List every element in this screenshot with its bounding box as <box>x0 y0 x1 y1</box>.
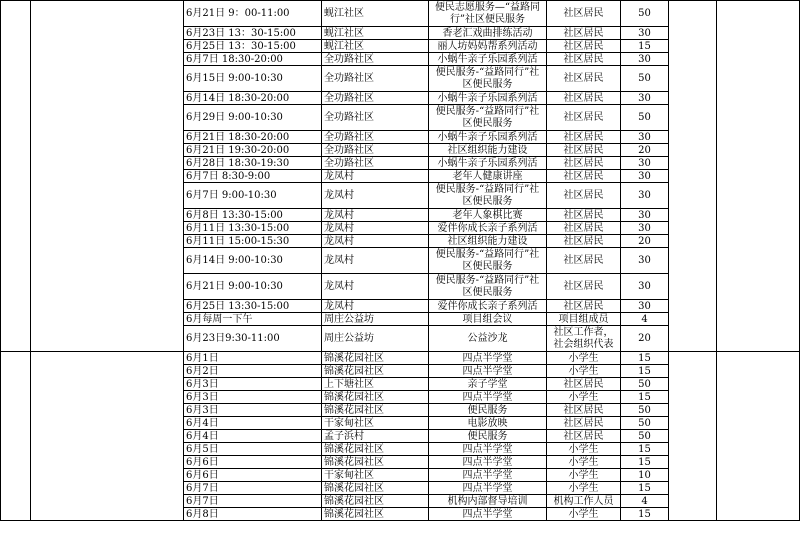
activity-cell: 亲子学堂 <box>429 378 547 391</box>
time-cell: 6月2日 <box>184 365 322 378</box>
target-cell: 社区居民 <box>547 170 621 183</box>
activity-cell: 电影放映 <box>429 417 547 430</box>
count-cell: 15 <box>621 352 669 365</box>
place-cell: 全功路社区 <box>322 53 429 66</box>
activity-cell: 丽人坊妈妈帮系列活动 <box>429 40 547 53</box>
time-cell: 6月6日 <box>184 456 322 469</box>
count-cell: 15 <box>621 456 669 469</box>
target-cell: 社区居民 <box>547 248 621 274</box>
time-cell: 6月7日 8:30-9:00 <box>184 170 322 183</box>
count-cell: 4 <box>621 495 669 508</box>
activity-cell: 四点半学堂 <box>429 469 547 482</box>
activity-cell: 香老汇戏曲排练活动 <box>429 27 547 40</box>
target-cell: 社区居民 <box>547 183 621 209</box>
target-cell: 社区居民 <box>547 404 621 417</box>
target-cell: 社区居民 <box>547 40 621 53</box>
time-cell: 6月4日 <box>184 430 322 443</box>
target-cell: 社区工作者，社会组织代表 <box>547 326 621 352</box>
target-cell: 社区居民 <box>547 27 621 40</box>
count-cell: 15 <box>621 508 669 521</box>
table-row <box>1 1 800 27</box>
count-cell: 20 <box>621 235 669 248</box>
target-cell: 小学生 <box>547 365 621 378</box>
place-cell: 蚬江社区 <box>322 1 429 27</box>
activity-cell: 四点半学堂 <box>429 508 547 521</box>
activity-cell: 四点半学堂 <box>429 456 547 469</box>
time-cell: 6月21日 18:30-20:00 <box>184 131 322 144</box>
time-cell: 6月1日 <box>184 352 322 365</box>
activity-cell: 爱伴你成长亲子系列活 <box>429 222 547 235</box>
count-cell: 30 <box>621 131 669 144</box>
time-cell: 6月7日 18:30-20:00 <box>184 53 322 66</box>
place-cell: 龙凤村 <box>322 300 429 313</box>
count-cell: 15 <box>621 443 669 456</box>
time-cell: 6月3日 <box>184 378 322 391</box>
target-cell: 社区居民 <box>547 92 621 105</box>
activity-cell: 小蜗牛亲子乐园系列活 <box>429 157 547 170</box>
count-cell: 50 <box>621 1 669 27</box>
time-cell: 6月7日 9:00-10:30 <box>184 183 322 209</box>
target-cell: 社区居民 <box>547 66 621 92</box>
place-cell: 锦溪花园社区 <box>322 456 429 469</box>
activity-cell: 老年人健康讲座 <box>429 170 547 183</box>
activity-cell: 便民服务 <box>429 404 547 417</box>
activity-cell: 便民服务-“益路同行”社区便民服务 <box>429 248 547 274</box>
place-cell: 锦溪花园社区 <box>322 495 429 508</box>
count-cell: 50 <box>621 378 669 391</box>
place-cell: 龙凤村 <box>322 235 429 248</box>
count-cell: 50 <box>621 430 669 443</box>
count-cell: 50 <box>621 404 669 417</box>
target-cell: 社区居民 <box>547 222 621 235</box>
time-cell: 6月23日 13：30-15:00 <box>184 27 322 40</box>
target-cell: 社区居民 <box>547 417 621 430</box>
place-cell: 干家甸社区 <box>322 469 429 482</box>
spacer-cell-a <box>31 1 184 352</box>
blank-col-a-group1 <box>669 1 717 352</box>
count-cell: 30 <box>621 274 669 300</box>
place-cell: 龙凤村 <box>322 222 429 235</box>
time-cell: 6月5日 <box>184 443 322 456</box>
place-cell: 全功路社区 <box>322 66 429 92</box>
activity-cell: 四点半学堂 <box>429 443 547 456</box>
activity-cell: 项目组会议 <box>429 313 547 326</box>
time-cell: 6月21日 9:00-10:30 <box>184 274 322 300</box>
count-cell: 15 <box>621 40 669 53</box>
count-cell: 30 <box>621 27 669 40</box>
target-cell: 小学生 <box>547 469 621 482</box>
target-cell: 小学生 <box>547 443 621 456</box>
count-cell: 30 <box>621 170 669 183</box>
activity-cell: 机构内部督导培训 <box>429 495 547 508</box>
count-cell: 50 <box>621 66 669 92</box>
blank-col-b-group2 <box>717 352 800 521</box>
place-cell: 上下塘社区 <box>322 378 429 391</box>
target-cell: 社区居民 <box>547 430 621 443</box>
target-cell: 社区居民 <box>547 1 621 27</box>
target-cell: 社区居民 <box>547 378 621 391</box>
place-cell: 全功路社区 <box>322 131 429 144</box>
time-cell: 6月4日 <box>184 417 322 430</box>
target-cell: 小学生 <box>547 352 621 365</box>
activity-cell: 社区组织能力建设 <box>429 235 547 248</box>
place-cell: 全功路社区 <box>322 105 429 131</box>
place-cell: 锦溪花园社区 <box>322 404 429 417</box>
place-cell: 全功路社区 <box>322 157 429 170</box>
count-cell: 4 <box>621 313 669 326</box>
count-cell: 50 <box>621 417 669 430</box>
place-cell: 蚬江社区 <box>322 40 429 53</box>
place-cell: 龙凤村 <box>322 183 429 209</box>
place-cell: 龙凤村 <box>322 170 429 183</box>
activity-cell: 便民服务 <box>429 430 547 443</box>
place-cell: 全功路社区 <box>322 144 429 157</box>
target-cell: 社区居民 <box>547 274 621 300</box>
target-cell: 社区居民 <box>547 235 621 248</box>
activity-cell: 便民服务-“益路同行”社区便民服务 <box>429 105 547 131</box>
count-cell: 50 <box>621 105 669 131</box>
place-cell: 周庄公益坊 <box>322 313 429 326</box>
target-cell: 小学生 <box>547 508 621 521</box>
activity-cell: 小蜗牛亲子乐园系列活 <box>429 53 547 66</box>
place-cell: 锦溪花园社区 <box>322 365 429 378</box>
target-cell: 小学生 <box>547 391 621 404</box>
place-cell: 干家甸社区 <box>322 417 429 430</box>
place-cell: 锦溪花园社区 <box>322 391 429 404</box>
place-cell: 龙凤村 <box>322 274 429 300</box>
group-cell-a <box>1 1 31 352</box>
time-cell: 6月11日 15:00-15:30 <box>184 235 322 248</box>
count-cell: 30 <box>621 92 669 105</box>
activity-cell: 便民服务-“益路同行”社区便民服务 <box>429 274 547 300</box>
activity-cell: 四点半学堂 <box>429 391 547 404</box>
activity-cell: 老年人象棋比赛 <box>429 209 547 222</box>
count-cell: 15 <box>621 391 669 404</box>
count-cell: 30 <box>621 53 669 66</box>
time-cell: 6月25日 13：30-15:00 <box>184 40 322 53</box>
time-cell: 6月7日 <box>184 482 322 495</box>
place-cell: 孟子浜村 <box>322 430 429 443</box>
activity-cell: 小蜗牛亲子乐园系列活 <box>429 92 547 105</box>
time-cell: 6月14日 18:30-20:00 <box>184 92 322 105</box>
target-cell: 社区居民 <box>547 105 621 131</box>
time-cell: 6月3日 <box>184 391 322 404</box>
time-cell: 6月每周一下午 <box>184 313 322 326</box>
activity-cell: 四点半学堂 <box>429 352 547 365</box>
table-body <box>1 1 800 521</box>
spacer-cell-b <box>31 352 184 521</box>
time-cell: 6月29日 9:00-10:30 <box>184 105 322 131</box>
place-cell: 蚬江社区 <box>322 27 429 40</box>
time-cell: 6月23日9:30-11:00 <box>184 326 322 352</box>
count-cell: 30 <box>621 300 669 313</box>
count-cell: 30 <box>621 209 669 222</box>
activity-cell: 便民志愿服务—“益路同行”社区便民服务 <box>429 1 547 27</box>
count-cell: 10 <box>621 469 669 482</box>
count-cell: 30 <box>621 157 669 170</box>
blank-col-a-group2 <box>669 352 717 521</box>
activity-cell: 四点半学堂 <box>429 365 547 378</box>
count-cell: 30 <box>621 183 669 209</box>
time-cell: 6月6日 <box>184 469 322 482</box>
place-cell: 锦溪花园社区 <box>322 352 429 365</box>
place-cell: 全功路社区 <box>322 92 429 105</box>
target-cell: 社区居民 <box>547 131 621 144</box>
target-cell: 社区居民 <box>547 53 621 66</box>
time-cell: 6月14日 9:00-10:30 <box>184 248 322 274</box>
time-cell: 6月8日 <box>184 508 322 521</box>
count-cell: 30 <box>621 222 669 235</box>
target-cell: 小学生 <box>547 482 621 495</box>
time-cell: 6月11日 13:30-15:00 <box>184 222 322 235</box>
group-cell-b <box>1 352 31 521</box>
place-cell: 锦溪花园社区 <box>322 482 429 495</box>
time-cell: 6月3日 <box>184 404 322 417</box>
count-cell: 30 <box>621 248 669 274</box>
time-cell: 6月25日 13:30-15:00 <box>184 300 322 313</box>
activity-cell: 便民服务-“益路同行”社区便民服务 <box>429 183 547 209</box>
target-cell: 项目组成员 <box>547 313 621 326</box>
time-cell: 6月21日 19:30-20:00 <box>184 144 322 157</box>
target-cell: 社区居民 <box>547 300 621 313</box>
place-cell: 锦溪花园社区 <box>322 508 429 521</box>
time-cell: 6月28日 18:30-19:30 <box>184 157 322 170</box>
activity-cell: 公益沙龙 <box>429 326 547 352</box>
place-cell: 锦溪花园社区 <box>322 443 429 456</box>
place-cell: 周庄公益坊 <box>322 326 429 352</box>
time-cell: 6月7日 <box>184 495 322 508</box>
target-cell: 小学生 <box>547 456 621 469</box>
time-cell: 6月21日 9：00-11:00 <box>184 1 322 27</box>
target-cell: 社区居民 <box>547 144 621 157</box>
blank-col-b-group1 <box>717 1 800 352</box>
count-cell: 20 <box>621 144 669 157</box>
activity-cell: 爱伴你成长亲子系列活 <box>429 300 547 313</box>
count-cell: 15 <box>621 482 669 495</box>
count-cell: 15 <box>621 365 669 378</box>
place-cell: 龙凤村 <box>322 248 429 274</box>
count-cell: 20 <box>621 326 669 352</box>
activity-cell: 便民服务-“益路同行”社区便民服务 <box>429 66 547 92</box>
target-cell: 机构工作人员 <box>547 495 621 508</box>
activity-cell: 四点半学堂 <box>429 482 547 495</box>
target-cell: 社区居民 <box>547 157 621 170</box>
activity-cell: 小蜗牛亲子乐园系列活 <box>429 131 547 144</box>
activity-cell: 社区组织能力建设 <box>429 144 547 157</box>
target-cell: 社区居民 <box>547 209 621 222</box>
time-cell: 6月15日 9:00-10:30 <box>184 66 322 92</box>
place-cell: 龙凤村 <box>322 209 429 222</box>
time-cell: 6月8日 13:30-15:00 <box>184 209 322 222</box>
table-row <box>1 352 800 365</box>
